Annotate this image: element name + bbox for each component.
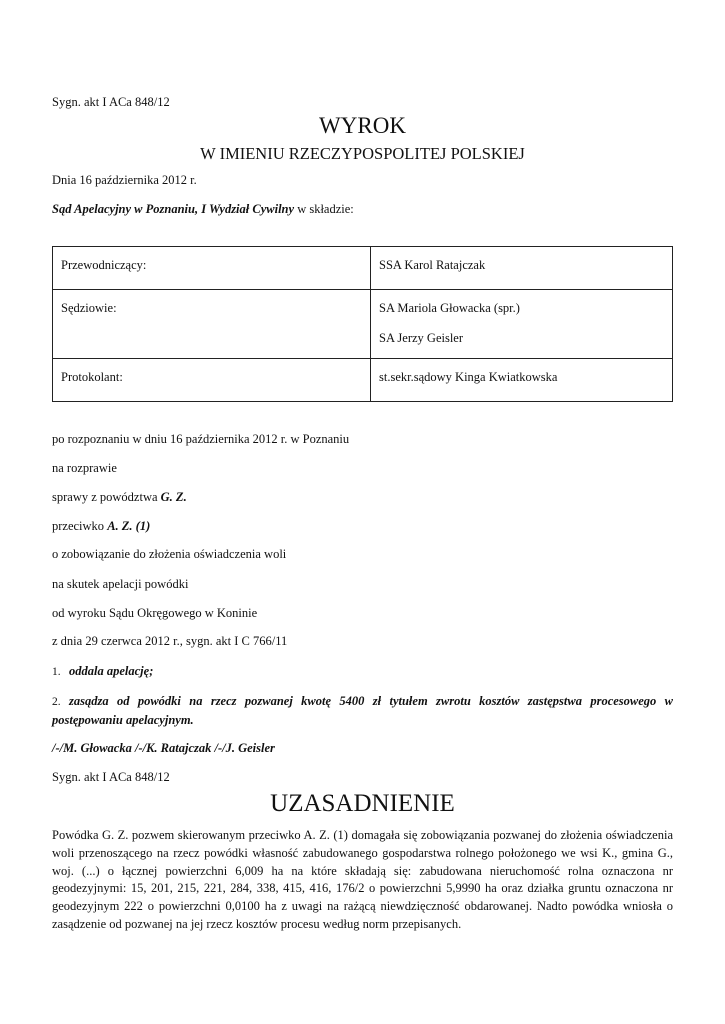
judge-signatures: /-/M. Głowacka /-/K. Ratajczak /-/J. Geisler <box>52 741 275 755</box>
court-suffix: w składzie: <box>294 202 354 216</box>
proceedings-line: z dnia 29 czerwca 2012 r., sygn. akt I C 766/11 <box>52 634 288 648</box>
panel-label: Protokolant: <box>53 359 371 402</box>
panel-value <box>371 290 673 359</box>
proceedings-line <box>52 519 150 534</box>
defendant-name: A. Z. (1) <box>107 519 151 533</box>
panel-label: Sędziowie: <box>53 290 371 359</box>
ruling-number: 1. <box>52 666 61 678</box>
proceedings-line: o zobowiązanie do złożenia oświadczenia woli <box>52 547 287 561</box>
document-subtitle: W IMIENIU RZECZYPOSPOLITEJ POLSKIEJ <box>200 144 525 163</box>
panel-value-line: SA Jerzy Geisler <box>379 331 464 345</box>
justification-case-signature: Sygn. akt I ACa 848/12 <box>52 770 170 784</box>
panel-value-line: SSA Karol Ratajczak <box>379 258 486 272</box>
panel-row-judges <box>53 290 673 359</box>
document-title: WYROK <box>319 113 406 138</box>
ruling-item <box>52 692 673 730</box>
ruling-number: 2. <box>52 696 61 708</box>
ruling-item <box>52 663 153 681</box>
proceedings-line: od wyroku Sądu Okręgowego w Koninie <box>52 606 258 620</box>
panel-value-line: SA Mariola Głowacka (spr.) <box>379 301 520 315</box>
plaintiff-name: G. Z. <box>160 490 187 504</box>
ruling-text: zasądza od powódki na rzecz pozwanej kwotę 5400 zł tytułem zwrotu kosztów zastępstwa procesowego w postępowaniu apelacyjnym. <box>52 694 673 728</box>
panel-row-chair <box>53 247 673 290</box>
panel-label: Przewodniczący: <box>53 247 371 290</box>
justification-paragraph: Powódka G. Z. pozwem skierowanym przeciwko A. Z. (1) domagała się zobowiązania pozwanej do złożenia oświadczenia woli przenoszącego na rzecz powódki własność zabudowanego gospodarstwa rolnego położonego we wsi K., gmina G., woj. (...) o łącznej powierzchni 6,009 ha na które składają się: zabudowana nieruchomość rolna oznaczona nr geodezyjnymi: 15, 201, 215, 221, 284, 338, 415, 416, 176/2 o powierzchni 5,9990 ha oraz działka gruntu oznaczona nr geodezyjnym 222 o powierzchni 0,0100 ha z uwagi na rażącą niewdzięczność obdarowanej. Nadto powódka wniosła o zasądzenie od pozwanej na jej rzecz kosztów procesu według norm przepisanych. <box>52 828 673 931</box>
judgment-date: Dnia 16 października 2012 r. <box>52 173 197 187</box>
proceedings-line: na skutek apelacji powódki <box>52 577 189 591</box>
proceedings-line <box>52 490 187 505</box>
proceedings-line: na rozprawie <box>52 461 117 475</box>
justification-title: UZASADNIENIE <box>270 790 455 817</box>
case-signature: Sygn. akt I ACa 848/12 <box>52 95 170 109</box>
ruling-text: oddala apelację; <box>69 664 154 678</box>
court-composition <box>52 202 354 217</box>
plaintiff-prefix: sprawy z powództwa <box>52 490 161 504</box>
panel-table <box>52 246 673 402</box>
court-name: Sąd Apelacyjny w Poznaniu, I Wydział Cywilny <box>52 202 295 216</box>
panel-row-clerk <box>53 359 673 402</box>
panel-value <box>371 247 673 290</box>
panel-value <box>371 359 673 402</box>
panel-value-line: st.sekr.sądowy Kinga Kwiatkowska <box>379 370 558 384</box>
proceedings-line: po rozpoznaniu w dniu 16 października 2012 r. w Poznaniu <box>52 432 350 446</box>
defendant-prefix: przeciwko <box>52 519 108 533</box>
